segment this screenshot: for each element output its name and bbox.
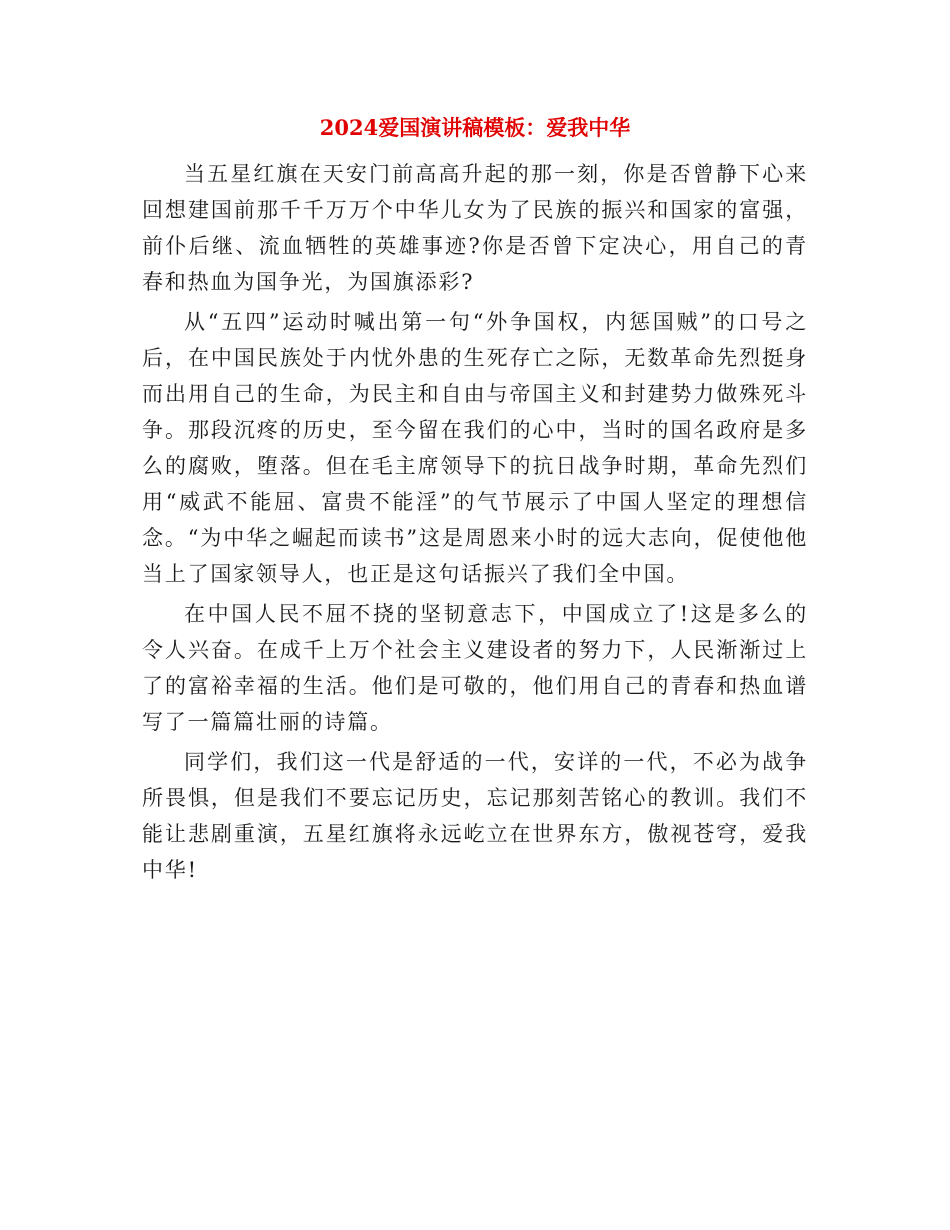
- document-body: [142, 156, 808, 892]
- paragraph-4: 同学们，我们这一代是舒适的一代，安详的一代，不必为战争所畏惧，但是我们不要忘记历史，忘记那刻苦铭心的教训。我们不能让悲剧重演，五星红旗将永远屹立在世界东方，傲视苍穹，爱我中华!: [142, 750, 808, 882]
- paragraph-1: 当五星红旗在天安门前高高升起的那一刻，你是否曾静下心来回想建国前那千千万万个中华儿女为了民族的振兴和国家的富强，前仆后继、流血牺牲的英雄事迹?你是否曾下定决心，用自己的青春和热血为国争光，为国旗添彩?: [142, 162, 808, 294]
- document-title: 2024爱国演讲稿模板：爱我中华: [319, 115, 631, 140]
- paragraph-2: 从“五四”运动时喊出第一句“外争国权，内惩国贼”的口号之后，在中国民族处于内忧外患的生死存亡之际，无数革命先烈挺身而出用自己的生命，为民主和自由与帝国主义和封建势力做殊死斗争。那段沉疼的历史，至今留在我们的心中，当时的国名政府是多么的腐败，堕落。但在毛主席领导下的抗日战争时期，革命先烈们用“威武不能屈、富贵不能淫”的气节展示了中国人坚定的理想信念。“为中华之崛起而读书”这是周恩来小时的远大志向，促使他他当上了国家领导人，也正是这句话振兴了我们全中国。: [142, 310, 808, 586]
- paragraph-3: 在中国人民不屈不挠的坚韧意志下，中国成立了!这是多么的令人兴奋。在成千上万个社会主义建设者的努力下，人民渐渐过上了的富裕幸福的生活。他们是可敬的，他们用自己的青春和热血谱写了一篇篇壮丽的诗篇。: [142, 602, 808, 734]
